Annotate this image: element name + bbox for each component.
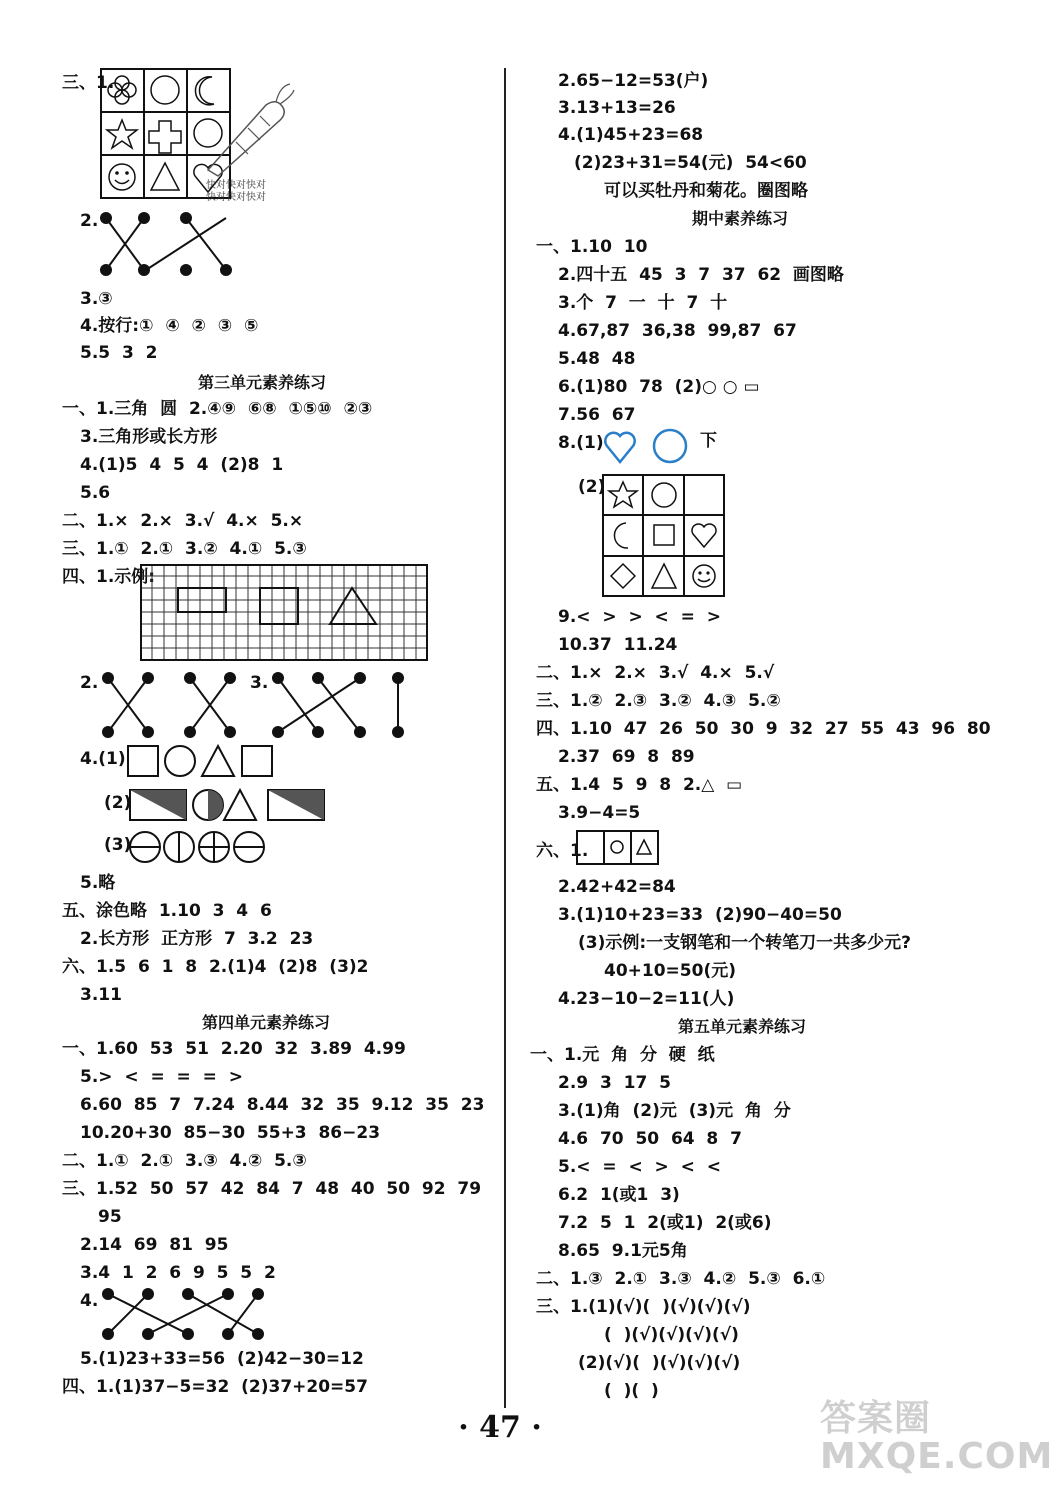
unit3-tail: 3.11	[80, 985, 122, 1005]
midterm-line: 4.23−10−2=11(人)	[558, 989, 735, 1009]
unit3-tail: 2.长方形 正方形 7 3.2 23	[80, 929, 314, 949]
unit3-tail: 六、1.5 6 1 8 2.(1)4 (2)8 (3)2	[62, 957, 369, 977]
midterm-line: 9.< > > < = >	[558, 607, 721, 627]
column-divider	[504, 68, 506, 1408]
unit5-line: ( )(√)(√)(√)(√)	[604, 1325, 739, 1345]
right-top-line: 可以买牡丹和菊花。圈图略	[604, 181, 808, 201]
midterm-s6-label: 六、1.	[536, 841, 589, 861]
unit5-line: 2.9 3 17 5	[558, 1073, 671, 1093]
unit3-line: 4.(1)5 4 5 4 (2)8 1	[80, 455, 284, 475]
unit5-line: 5.< = < > < <	[558, 1157, 721, 1177]
unit4-line: 一、1.60 53 51 2.20 32 3.89 4.99	[62, 1039, 406, 1059]
unit5-line: 7.2 5 1 2(或1) 2(或6)	[558, 1213, 772, 1233]
s1-q2-label: 2.	[80, 211, 99, 231]
dot-grid-drawing	[140, 564, 430, 662]
midterm-line: 一、1.10 10	[536, 237, 648, 257]
unit3-line: 三、1.① 2.① 3.② 4.① 5.③	[62, 539, 307, 559]
unit5-line: 4.6 70 50 64 8 7	[558, 1129, 742, 1149]
midterm-line: 7.56 67	[558, 405, 636, 425]
unit5-line: 三、1.(1)(√)( )(√)(√)(√)	[536, 1297, 751, 1317]
shape-grid-answer	[602, 474, 726, 598]
midterm-line: 五、1.4 5 9 8 2.△ ▭	[536, 775, 743, 795]
unit3-q4-4-3-label: (3)	[104, 835, 132, 855]
unit3-q4-2-label: 2.	[80, 673, 99, 693]
unit4-line: 2.14 69 81 95	[80, 1235, 229, 1255]
midterm-line: 4.67,87 36,38 99,87 67	[558, 321, 797, 341]
page-number: · 47 ·	[458, 1410, 542, 1445]
s1-q5: 5.5 3 2	[80, 343, 158, 363]
right-top-line: (2)23+31=54(元) 54<60	[574, 153, 807, 173]
right-top-line: 4.(1)45+23=68	[558, 125, 704, 145]
unit3-q4-5: 5.略	[80, 873, 116, 893]
unit5-line: (2)(√)( )(√)(√)(√)	[578, 1353, 741, 1373]
midterm-line: 2.37 69 8 89	[558, 747, 695, 767]
midterm-line: 3.个 7 一 十 7 十	[558, 293, 728, 313]
unit3-q4-4-2-label: (2)	[104, 793, 132, 813]
midterm-line: 3.9−4=5	[558, 803, 641, 823]
shapes-row-3	[128, 830, 268, 864]
unit4-q5: 5.(1)23+33=56 (2)42−30=12	[80, 1349, 364, 1369]
midterm-line: 10.37 11.24	[558, 635, 678, 655]
midterm-line: (3)示例:一支钢笔和一个转笔刀一共多少元?	[578, 933, 912, 953]
unit3-tail: 五、涂色略 1.10 3 4 6	[62, 901, 272, 921]
three-cell-box	[576, 830, 660, 866]
unit5-title: 第五单元素养练习	[678, 1017, 807, 1036]
unit4-line: 5.> < = = = >	[80, 1067, 243, 1087]
unit4-line: 二、1.① 2.① 3.③ 4.② 5.③	[62, 1151, 307, 1171]
unit5-line: 一、1.元 角 分 硬 纸	[530, 1045, 715, 1065]
unit5-line: ( )( )	[604, 1381, 659, 1401]
unit5-line: 二、1.③ 2.① 3.③ 4.② 5.③ 6.①	[536, 1269, 826, 1289]
midterm-line: 二、1.× 2.× 3.√ 4.× 5.√	[536, 663, 775, 683]
midterm-line: 2.四十五 45 3 7 37 62 画图略	[558, 265, 844, 285]
unit4-line: 95	[98, 1207, 122, 1227]
unit4-line: 10.20+30 85−30 55+3 86−23	[80, 1123, 381, 1143]
unit4-q4-label: 4.	[80, 1291, 99, 1311]
midterm-q8-2-label: (2)	[578, 477, 606, 497]
s1-q4: 4.按行:① ④ ② ③ ⑤	[80, 316, 259, 336]
unit3-line: 3.三角形或长方形	[80, 427, 218, 447]
midterm-line: 三、1.② 2.③ 3.② 4.③ 5.②	[536, 691, 781, 711]
unit3-line: 5.6	[80, 483, 111, 503]
midterm-q8-1-label: 8.(1)	[558, 433, 604, 453]
unit4-s4: 四、1.(1)37−5=32 (2)37+20=57	[62, 1377, 368, 1397]
shapes-row-1	[126, 744, 276, 778]
midterm-line: 四、1.10 47 26 50 30 9 32 27 55 43 96 80	[536, 719, 991, 739]
carrot-stamp-icon	[196, 80, 296, 180]
unit4-title: 第四单元素养练习	[202, 1013, 331, 1032]
midterm-q8-1-tail: 下	[700, 431, 717, 451]
unit4-line: 6.60 85 7 7.24 8.44 32 35 9.12 35 23	[80, 1095, 485, 1115]
unit3-q4-3-label: 3.	[250, 673, 269, 693]
heart-circle-answer	[604, 428, 694, 464]
unit3-q4-label: 四、1.示例:	[62, 567, 156, 587]
matching-lines-1	[96, 210, 246, 280]
midterm-line: 3.(1)10+23=33 (2)90−40=50	[558, 905, 842, 925]
unit4-line: 三、1.52 50 57 42 84 7 48 40 50 92 79	[62, 1179, 482, 1199]
stamp-text: 快对快对快对 快对快对快对	[206, 180, 266, 203]
midterm-line: 6.(1)80 78 (2)○ ○ ▭	[558, 377, 760, 397]
midterm-line: 2.42+42=84	[558, 877, 676, 897]
unit3-q4-4-1-label: 4.(1)	[80, 749, 126, 769]
right-top-line: 2.65−12=53(户)	[558, 71, 709, 91]
shapes-row-2	[128, 788, 328, 822]
s1-q3: 3.③	[80, 289, 113, 309]
s1-q1-label: 三、1.	[62, 73, 115, 93]
unit4-line: 3.4 1 2 6 9 5 5 2	[80, 1263, 276, 1283]
watermark-logo: 答案圈 MXQE.COM	[820, 1398, 1053, 1477]
unit5-line: 8.65 9.1元5角	[558, 1241, 688, 1261]
unit3-line: 二、1.× 2.× 3.√ 4.× 5.×	[62, 511, 304, 531]
midterm-line: 5.48 48	[558, 349, 636, 369]
unit5-line: 6.2 1(或1 3)	[558, 1185, 680, 1205]
right-top-line: 3.13+13=26	[558, 98, 676, 118]
midterm-title: 期中素养练习	[692, 209, 789, 228]
unit5-line: 3.(1)角 (2)元 (3)元 角 分	[558, 1101, 791, 1121]
unit3-line: 一、1.三角 圆 2.④⑨ ⑥⑧ ①⑤⑩ ②③	[62, 399, 373, 419]
midterm-line: 40+10=50(元)	[604, 961, 736, 981]
unit3-title: 第三单元素养练习	[198, 373, 327, 392]
matching-lines-3	[98, 1286, 268, 1346]
